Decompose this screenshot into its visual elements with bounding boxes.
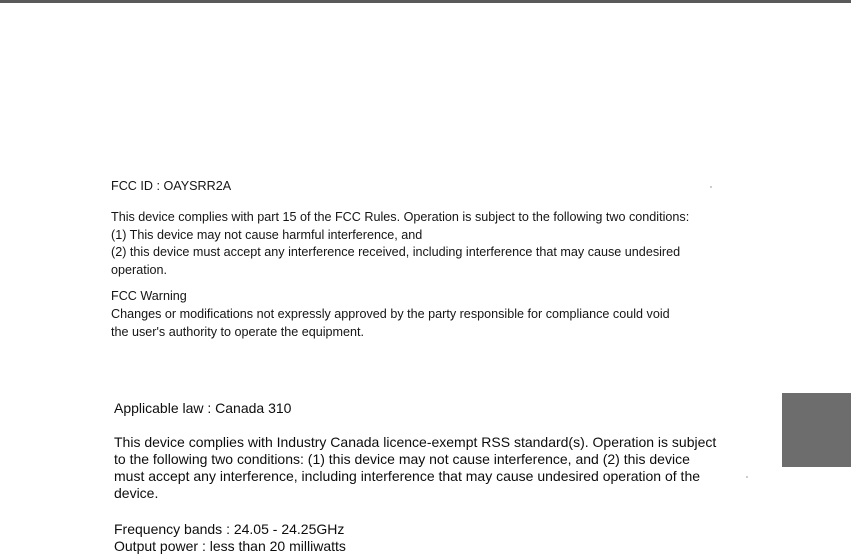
fcc-warning-section bbox=[111, 287, 670, 341]
specs-section bbox=[114, 521, 346, 555]
fcc-compliance-line-3: (2) this device must accept any interference received, including interference that may cause undesired bbox=[111, 245, 681, 259]
fcc-warning-line-1: Changes or modifications not expressly approved by the party responsible for compliance could void bbox=[111, 307, 670, 321]
side-gray-tab bbox=[782, 393, 851, 467]
fcc-id-line bbox=[111, 178, 231, 196]
canada-compliance-line-4: device. bbox=[114, 485, 159, 501]
canada-compliance-line-3: must accept any interference, including interference that may cause undesired operation of the bbox=[114, 468, 701, 484]
top-border-line bbox=[0, 0, 851, 3]
fcc-warning-title: FCC Warning bbox=[111, 289, 187, 303]
fcc-compliance-line-2: (1) This device may not cause harmful interference, and bbox=[111, 227, 423, 242]
canada-law-line bbox=[114, 400, 291, 417]
scan-speck bbox=[746, 476, 748, 478]
fcc-compliance-line-1: This device complies with part 15 of the FCC Rules. Operation is subject to the following two conditions: bbox=[111, 210, 690, 224]
fcc-id-text: FCC ID : OAYSRR2A bbox=[111, 179, 232, 193]
frequency-bands-line: Frequency bands : 24.05 - 24.25GHz bbox=[114, 521, 345, 537]
fcc-compliance-statement bbox=[111, 209, 689, 279]
canada-law-text: Applicable law : Canada 310 bbox=[114, 400, 292, 416]
fcc-compliance-line-4: operation. bbox=[111, 262, 168, 277]
canada-compliance-line-2: to the following two conditions: (1) this device may not cause interference, and (2) this device bbox=[114, 451, 690, 467]
fcc-warning-line-2: the user's authority to operate the equipment. bbox=[111, 325, 365, 339]
scan-speck bbox=[710, 186, 712, 188]
canada-compliance-statement bbox=[114, 434, 716, 502]
output-power-line: Output power : less than 20 milliwatts bbox=[114, 538, 346, 554]
canada-compliance-line-1: This device complies with Industry Canada licence-exempt RSS standard(s). Operation is subject bbox=[114, 434, 717, 450]
